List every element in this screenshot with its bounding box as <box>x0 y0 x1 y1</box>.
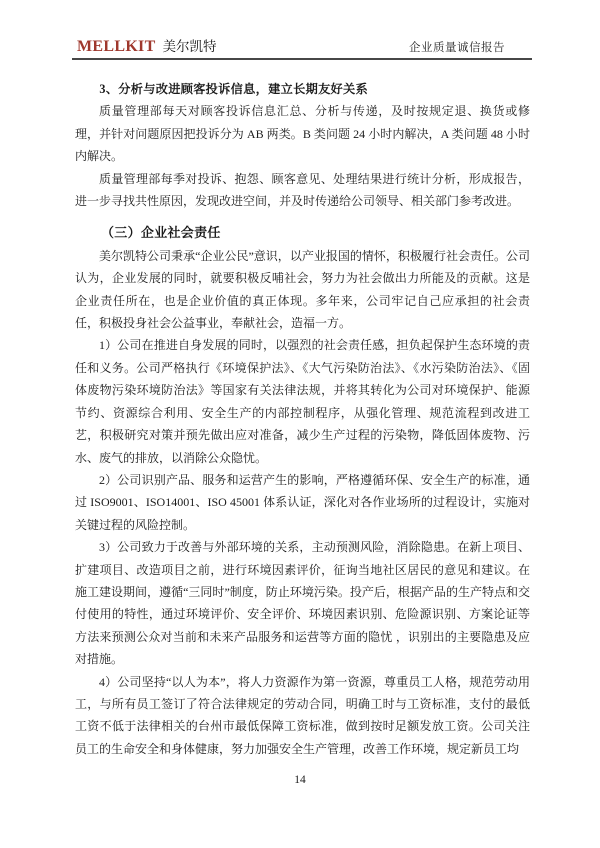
paragraph: 1）公司在推进自身发展的同时，以强烈的社会责任感，担负起保护生态环境的责任和义务。公司严格执行《环境保护法》、《大气污染防治法》、《水污染防治法》、《固体废物污染环境防治法》等国家有关法律法规，并将其转化为公司对环境保护、能源节约、资源综合利用、安全生产的内部控制程序，从强化管理、规范流程到改进工艺，积极研究对策并预先做出应对准备，减少生产过程的污染物，降低固体废物、污水、废气的排放，以消除公众隐忧。 <box>75 338 530 465</box>
paragraph: 质量管理部每天对顾客投诉信息汇总、分析与传递，及时按规定退、换货或修理，并针对问题原因把投诉分为 AB 两类。B 类问题 24 小时内解决，A 类问题 48 小时内解决。 <box>75 104 530 164</box>
page-header <box>72 36 532 60</box>
document-body <box>75 78 530 760</box>
sub-heading: 3、分析与改进顾客投诉信息，建立长期友好关系 <box>99 82 369 96</box>
report-title: 企业质量诚信报告 <box>409 42 505 54</box>
paragraph: 质量管理部每季对投诉、抱怨、顾客意见、处理结果进行统计分析，形成报告，进一步寻找共性原因，发现改进空间，并及时传递给公司领导、相关部门参考改进。 <box>75 171 530 209</box>
logo-text-cn: 美尔凯特 <box>162 39 217 54</box>
section-heading: （三）企业社会责任 <box>101 225 221 241</box>
page-footer <box>0 774 600 786</box>
logo-text-en: MELLKIT <box>77 38 156 55</box>
paragraph: 3）公司致力于改善与外部环境的关系，主动预测风险，消除隐患。在新上项目、扩建项目、改造项目之前，进行环境因素评价，征询当地社区居民的意见和建议。在施工建设期间，遵循“三同时”制度，防止环境污染。投产后，根据产品的生产特点和交付使用的特性，通过环境评价、安全评价、环境因素识别、危险源识别、方案论证等方法来预测公众对当前和未来产品服务和运营等方面的隐忧 ，识别出的主要隐患及应对措施。 <box>75 540 530 667</box>
paragraph: 4）公司坚持“以人为本”，将人力资源作为第一资源，尊重员工人格，规范劳动用工，与所有员工签订了符合法律规定的劳动合同，明确工时与工资标准，支付的最低工资不低于法律相关的台州市最低保障工资标准，做到按时足额发放工资。公司关注员工的生命安全和身体健康，努力加强安全生产管理，改善工作环境，规定新员工均 <box>75 674 530 756</box>
paragraph: 美尔凯特公司秉承“企业公民”意识，以产业报国的情怀，积极履行社会责任。公司认为，企业发展的同时，就要积极反哺社会，努力为社会做出力所能及的贡献。这是企业责任所在，也是企业价值的真正体现。多年来，公司牢记自己应承担的社会责任，积极投身社会公益事业，奉献社会，造福一方。 <box>75 248 530 331</box>
paragraph: 2）公司识别产品、服务和运营产生的影响，严格遵循环保、安全生产的标准，通过 ISO9001、ISO14001、ISO 45001 体系认证，深化对各作业场所的过程设计，实施对关键过程的风险控制。 <box>75 472 530 532</box>
page-number: 14 <box>294 774 306 786</box>
company-logo <box>72 35 217 56</box>
